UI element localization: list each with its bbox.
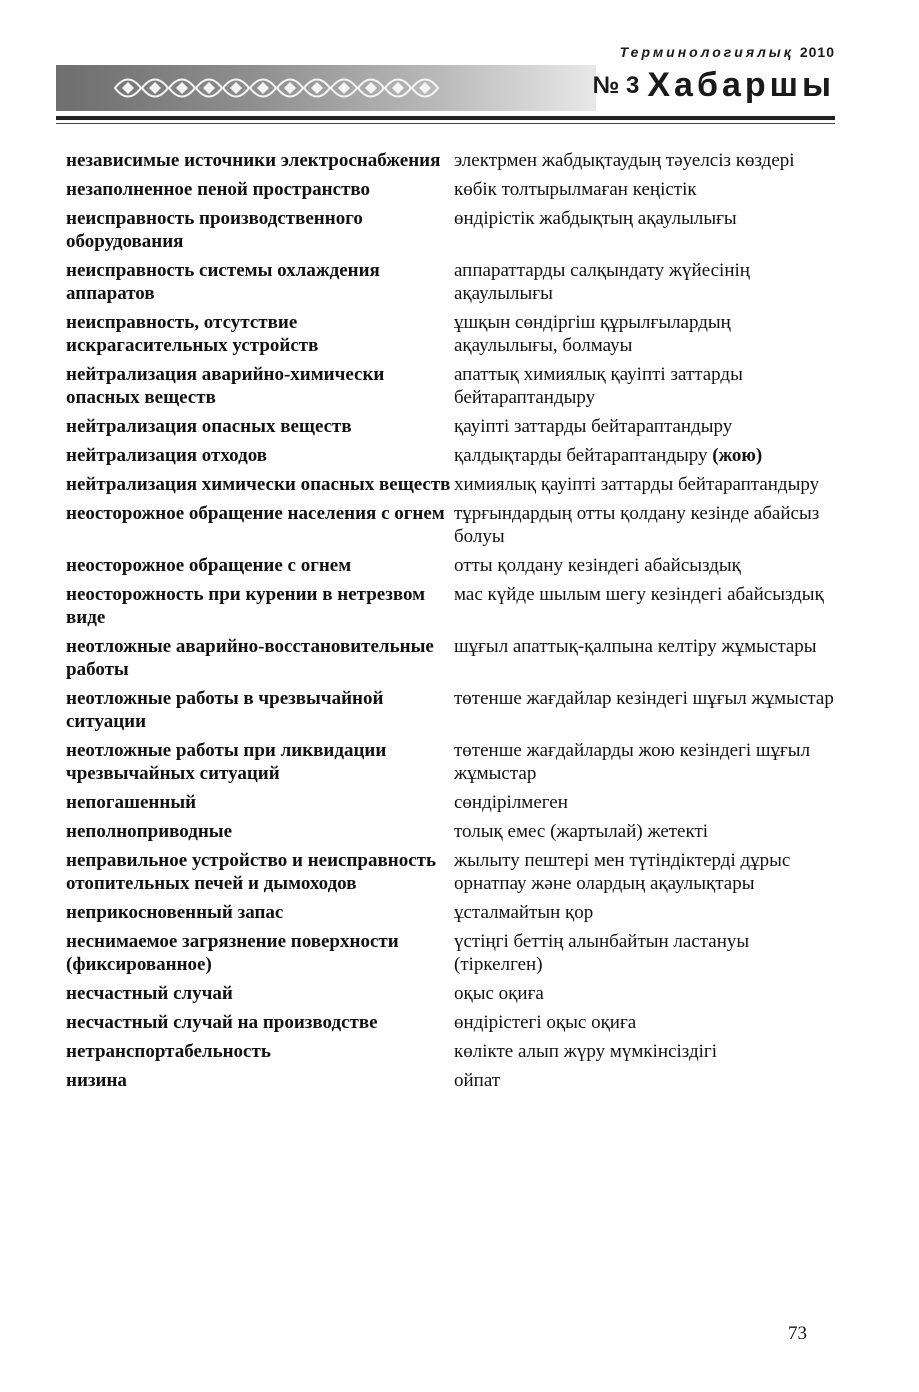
kazakh-translation [454,178,836,201]
kazakh-translation [454,1069,836,1092]
kazakh-translation [454,635,836,681]
kazakh-translation-text: электрмен жабдықтаудың тәуелсіз көздері [454,150,795,171]
header-rule-thick [56,116,835,120]
russian-term: неисправность производственного оборудования [66,208,363,252]
glossary-entry [66,849,836,895]
glossary-entry [66,687,836,733]
kazakh-translation-text: өндірістегі оқыс оқиға [454,1012,637,1033]
kazakh-translation-text: көбік толтырылмаған кеңістік [454,179,697,200]
russian-term: нейтрализация отходов [66,445,268,466]
glossary-entry [66,583,836,629]
kazakh-translation-text: үстіңгі беттің алынбайтын ластануы (тіркелген) [454,931,750,975]
kazakh-translation [454,901,836,924]
kazakh-translation-text: ұсталмайтын қор [454,902,594,923]
russian-term: непогашенный [66,792,197,813]
kazakh-translation [454,311,836,357]
glossary-entry [66,930,836,976]
glossary-entry [66,791,836,814]
kazakh-translation [454,687,836,733]
glossary-entry [66,311,836,357]
kazakh-translation-bold: (жою) [712,445,763,466]
russian-term: неисправность системы охлаждения аппаратов [66,260,380,304]
kazakh-translation [454,473,836,496]
russian-term: нейтрализация аварийно-химически опасных веществ [66,364,385,408]
russian-term: нейтрализация опасных веществ [66,416,352,437]
glossary-entry [66,982,836,1005]
russian-term: неотложные работы при ликвидации чрезвычайных ситуаций [66,740,387,784]
russian-term: неисправность, отсутствие искрагасительных устройств [66,312,319,356]
kazakh-translation [454,259,836,305]
kazakh-translation-text: шұғыл апаттық-қалпына келтіру жұмыстары [454,636,817,657]
journal-year: 2010 [799,44,835,60]
kazakh-translation-text: отты қолдану кезіндегі абайсыздық [454,555,741,576]
glossary-entry [66,415,836,438]
kazakh-translation [454,982,836,1005]
kazakh-translation [454,820,836,843]
journal-name: Хабаршы [647,66,835,104]
glossary-entry [66,1069,836,1092]
journal-subtitle: Терминологиялық [619,44,794,60]
kazakh-translation-text: өндірістік жабдықтың ақаулылығы [454,208,737,229]
kazakh-translation-text: төтенше жағдайлар кезіндегі шұғыл жұмыстар [454,688,834,709]
kazakh-translation [454,149,836,172]
glossary-entry [66,207,836,253]
glossary-entry [66,149,836,172]
kazakh-translation-text: көлікте алып жүру мүмкінсіздігі [454,1041,717,1062]
kazakh-translation [454,363,836,409]
kazakh-translation [454,554,836,577]
kazakh-translation-text: апаттық химиялық қауіпті заттарды бейтараптандыру [454,364,743,408]
glossary-entry [66,554,836,577]
glossary-entry [66,1011,836,1034]
glossary-entry [66,502,836,548]
glossary-entry [66,1040,836,1063]
russian-term: несчастный случай на производстве [66,1012,378,1033]
russian-term: нейтрализация химически опасных веществ [66,474,451,495]
glossary-entry [66,259,836,305]
russian-term: неотложные аварийно-восстановительные работы [66,636,434,680]
russian-term: низина [66,1070,127,1091]
glossary-entry [66,739,836,785]
kazakh-translation-text: қалдықтарды бейтараптандыру [454,445,708,466]
header-rule-thin [56,123,835,124]
kazakh-translation-text: химиялық қауіпті заттарды бейтараптандыру [454,474,820,495]
kazakh-translation [454,791,836,814]
glossary-list [66,149,836,1098]
kazakh-translation-text: жылыту пештері мен түтіндіктерді дұрыс орнатпау және олардың ақаулықтары [454,850,791,894]
kazakh-translation-text: ұшқын сөндіргіш құрылғылардың ақаулылығы, болмауы [454,312,731,356]
glossary-entry [66,444,836,467]
glossary-entry [66,820,836,843]
russian-term: неполноприводные [66,821,233,842]
ornament-pattern-icon [56,65,596,111]
journal-subtitle-line [620,44,835,60]
kazakh-translation-text: төтенше жағдайларды жою кезіндегі шұғыл жұмыстар [454,740,811,784]
kazakh-translation [454,1011,836,1034]
journal-title [593,66,835,105]
kazakh-translation [454,415,836,438]
kazakh-translation-text: тұрғындардың отты қолдану кезінде абайсыз болуы [454,503,820,547]
page-header [0,0,919,130]
kazakh-translation [454,583,836,629]
ornament-band [56,65,596,111]
kazakh-translation [454,207,836,253]
russian-term: неснимаемое загрязнение поверхности (фиксированное) [66,931,399,975]
glossary-entry [66,363,836,409]
russian-term: неосторожность при курении в нетрезвом виде [66,584,426,628]
kazakh-translation-text: қауіпті заттарды бейтараптандыру [454,416,733,437]
kazakh-translation [454,849,836,895]
kazakh-translation-text: оқыс оқиға [454,983,544,1004]
glossary-entry [66,178,836,201]
glossary-entry [66,901,836,924]
kazakh-translation [454,502,836,548]
kazakh-translation [454,1040,836,1063]
russian-term: незаполненное пеной пространство [66,179,371,200]
russian-term: неосторожное обращение населения с огнем [66,503,445,524]
russian-term: неприкосновенный запас [66,902,284,923]
russian-term: несчастный случай [66,983,233,1004]
glossary-entry [66,635,836,681]
kazakh-translation [454,739,836,785]
kazakh-translation-text: ойпат [454,1070,501,1091]
kazakh-translation-text: аппараттарды салқындату жүйесінің ақаулылығы [454,260,750,304]
kazakh-translation-text: сөндірілмеген [454,792,568,813]
russian-term: неотложные работы в чрезвычайной ситуации [66,688,384,732]
russian-term: нетранспортабельность [66,1041,271,1062]
kazakh-translation-text: мас күйде шылым шегу кезіндегі абайсыздық [454,584,824,605]
kazakh-translation [454,444,836,467]
kazakh-translation [454,930,836,976]
russian-term: независимые источники электроснабжения [66,150,441,171]
kazakh-translation-text: толық емес (жартылай) жетекті [454,821,709,842]
page-number: 73 [788,1323,807,1344]
russian-term: неправильное устройство и неисправность отопительных печей и дымоходов [66,850,437,894]
issue-number: № 3 [592,72,640,99]
russian-term: неосторожное обращение с огнем [66,555,352,576]
glossary-entry [66,473,836,496]
